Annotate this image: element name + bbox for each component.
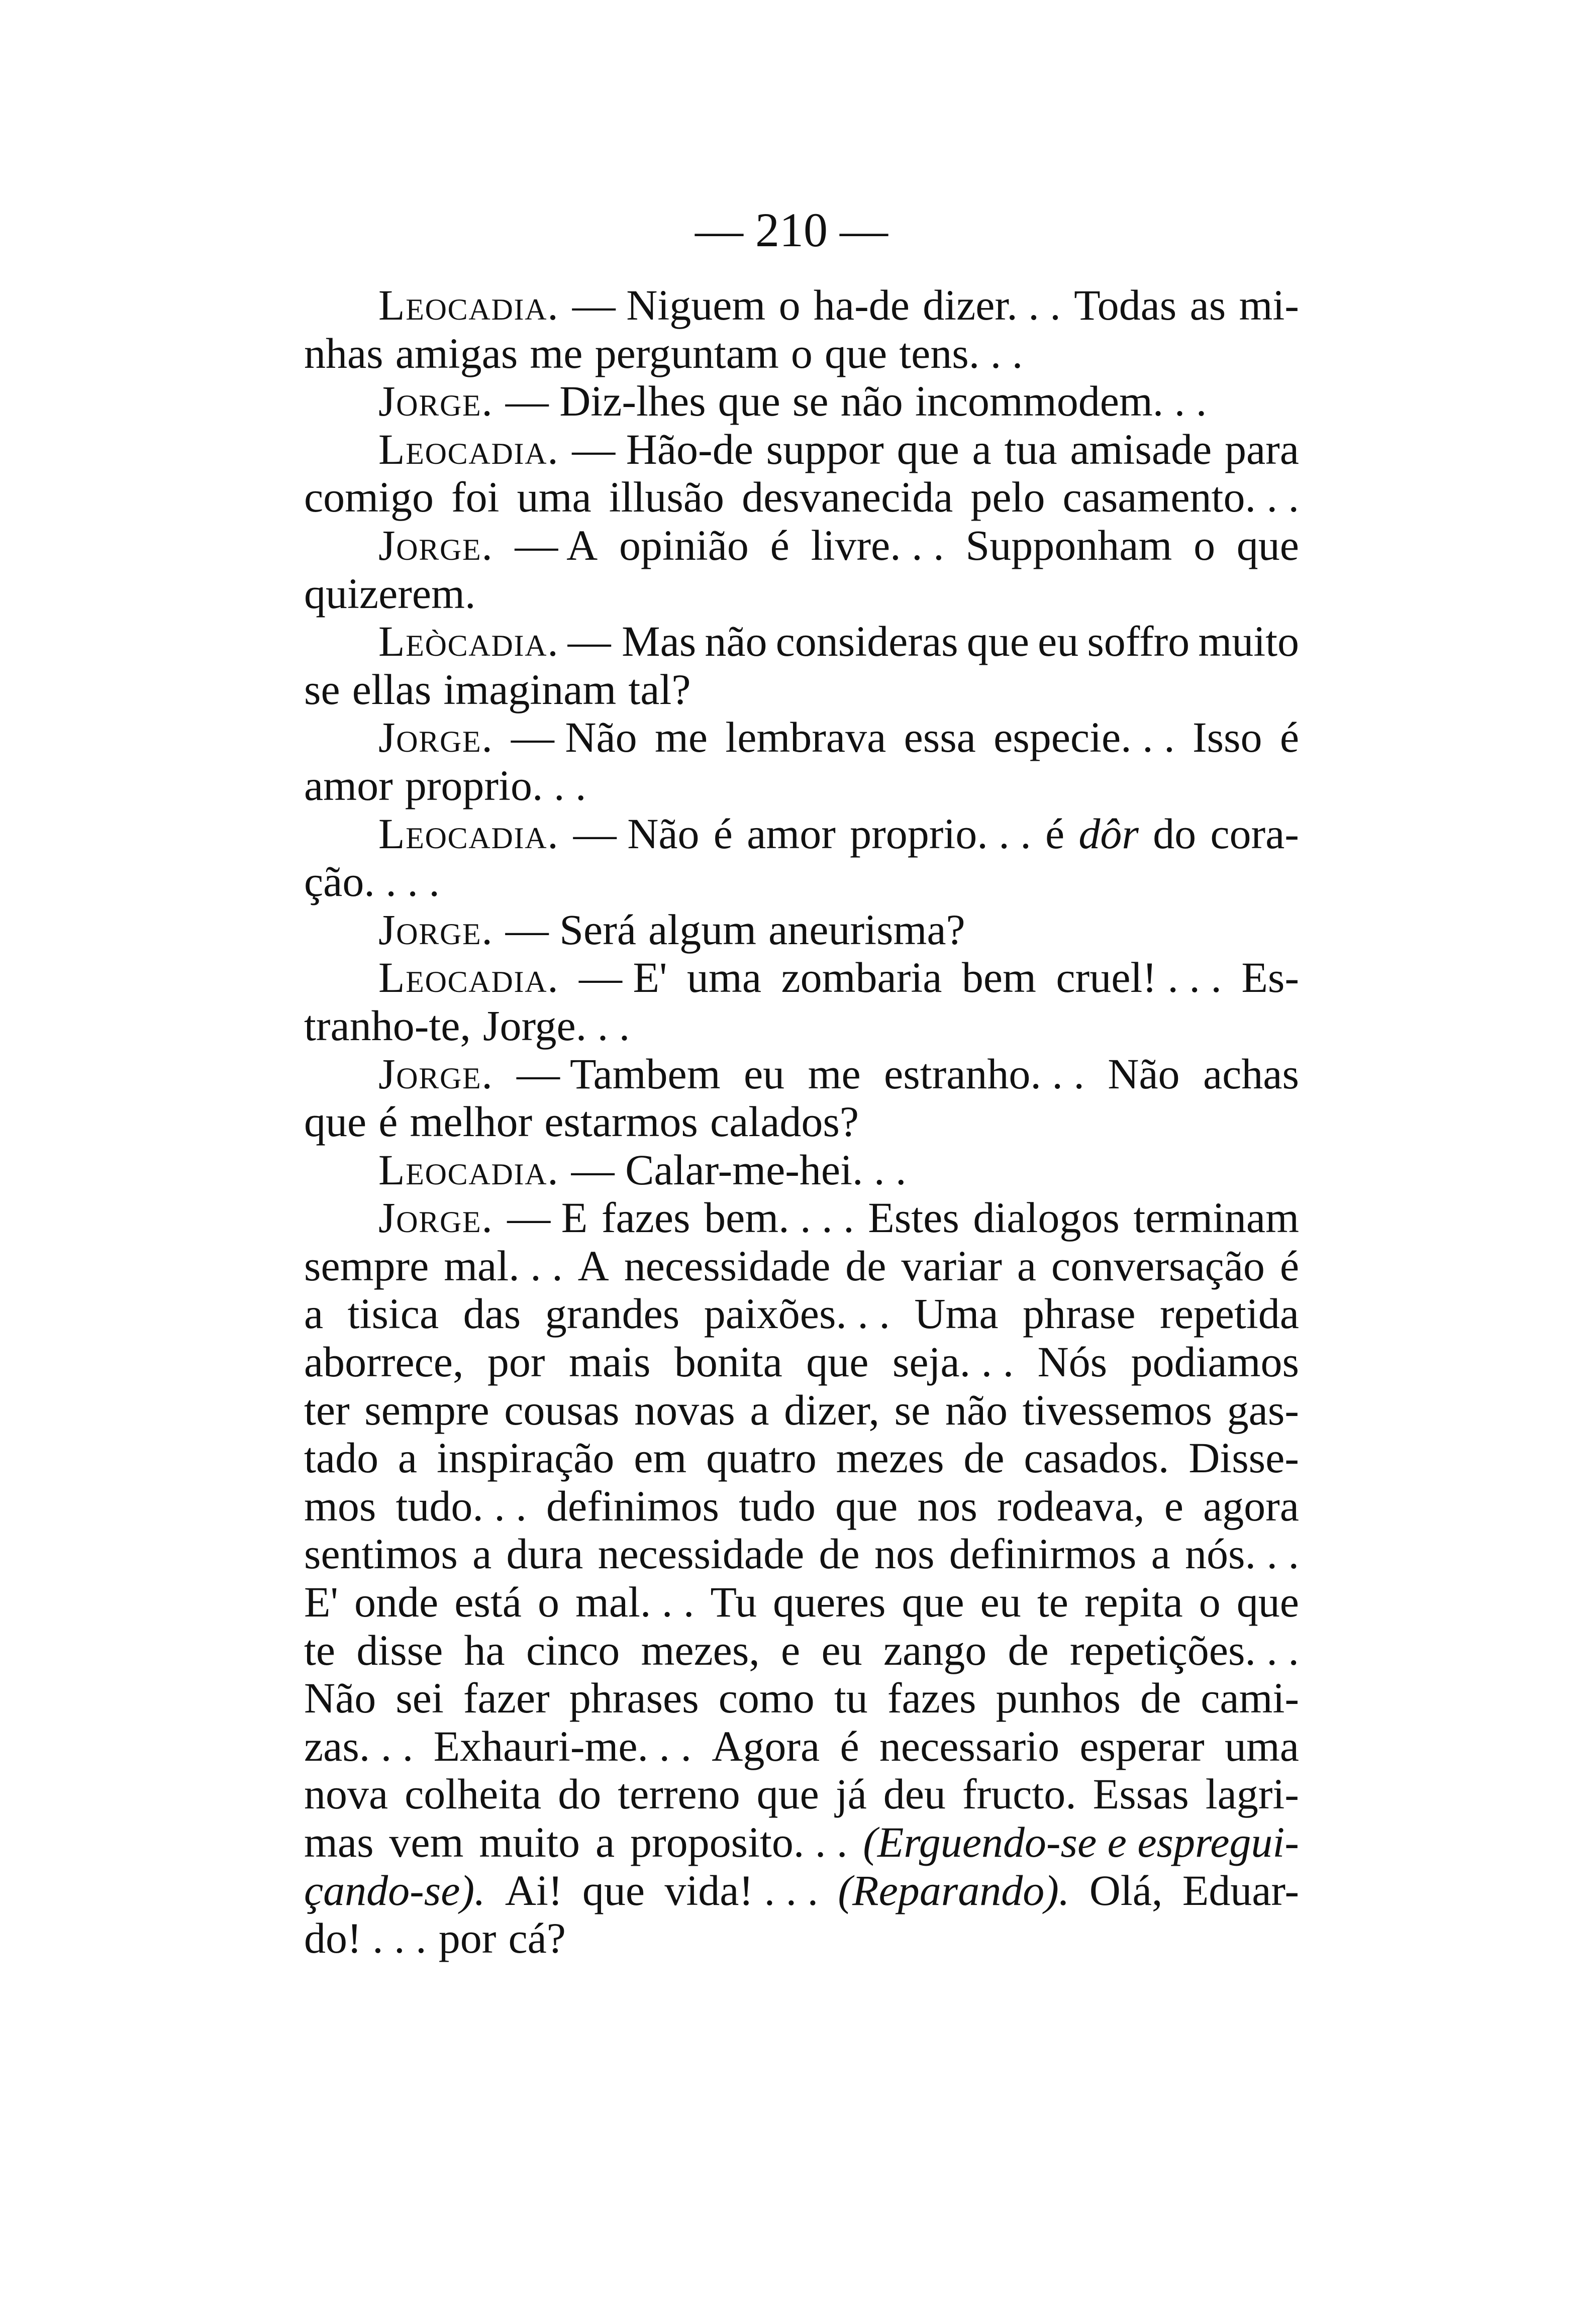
text-line [304, 618, 1299, 666]
word: — E [507, 1193, 588, 1242]
word: Es- [1241, 953, 1299, 1002]
word: o [537, 1578, 559, 1627]
text-line [304, 810, 1299, 858]
text-line [304, 1914, 1299, 1963]
word: por [438, 1914, 497, 1963]
word: do! . . . [304, 1914, 427, 1963]
word: disse [356, 1626, 443, 1674]
word: repetida [1159, 1289, 1299, 1338]
text-line [304, 1627, 1299, 1675]
word: — Diz-lhes [505, 377, 706, 426]
word: tudo [739, 1481, 816, 1530]
word: de [819, 1530, 860, 1578]
word: que [1236, 1578, 1299, 1627]
text-line [304, 522, 1299, 570]
text-line [304, 1434, 1299, 1482]
word: uma [1224, 1722, 1299, 1770]
word: a [972, 425, 992, 473]
word: deu [883, 1770, 946, 1818]
text-line [304, 377, 1299, 426]
word: mal. . . [575, 1578, 695, 1627]
word: de [845, 1241, 886, 1290]
word: Jorge. . . [482, 1001, 630, 1050]
word: Todas [1074, 281, 1177, 329]
word: pelo [970, 473, 1045, 522]
word: muito [479, 1818, 580, 1866]
word: a [1151, 1530, 1170, 1578]
word: o [1194, 521, 1216, 569]
word: mezes [836, 1434, 944, 1482]
word: de [963, 1434, 1005, 1482]
word: nos [874, 1530, 935, 1578]
word: necessario [879, 1722, 1060, 1770]
emphasis-text: (Reparando). [838, 1866, 1070, 1914]
text-line [304, 714, 1299, 762]
word: paixões. . . [704, 1289, 890, 1338]
word: que [806, 1338, 869, 1386]
word: que [897, 425, 959, 473]
word: consideras [775, 617, 958, 666]
word: de [1140, 1674, 1181, 1723]
word: se [304, 665, 340, 714]
text-line [304, 473, 1299, 522]
word: dizer, [784, 1385, 880, 1434]
word: bem [961, 953, 1036, 1002]
word: mezes, [641, 1626, 760, 1674]
word: ellas [352, 665, 432, 714]
text-line [304, 858, 1299, 906]
word: repita [1084, 1578, 1183, 1627]
speaker-name: Leocadia. [378, 809, 559, 858]
word: eu [980, 1578, 1021, 1627]
word: dialogos [973, 1193, 1120, 1242]
word: a [595, 1818, 615, 1866]
word: proprio. . . [405, 761, 586, 810]
word: as [1190, 281, 1226, 329]
word: Eduar- [1182, 1866, 1299, 1914]
word: amisade [1070, 425, 1212, 473]
word: zombaria [781, 953, 942, 1002]
word: calados? [710, 1097, 859, 1146]
speaker-name: Jorge. [378, 1049, 493, 1098]
word: Essas [1093, 1770, 1189, 1818]
word: para [1224, 425, 1299, 473]
speaker-name: Jorge. [378, 1193, 493, 1242]
word: livre. . . [811, 521, 944, 569]
word: a [398, 1434, 418, 1482]
word: mos [304, 1481, 376, 1530]
word: mais [568, 1338, 651, 1386]
word: me [654, 713, 708, 762]
word: — Não [511, 713, 637, 762]
word: que [304, 1097, 367, 1146]
emphasis-text: dôr [1078, 809, 1139, 858]
word: incommodem. . . [915, 377, 1207, 426]
word: que [835, 1481, 898, 1530]
text-line [304, 1578, 1299, 1627]
text-line [304, 1194, 1299, 1242]
word: soffro [1087, 617, 1190, 666]
word: essa [904, 713, 976, 762]
word: punhos [996, 1674, 1121, 1723]
text-line [304, 954, 1299, 1002]
word: por [487, 1338, 545, 1386]
word: muito [1198, 617, 1299, 666]
word: nova [304, 1770, 388, 1818]
word: a [304, 1289, 324, 1338]
word: — Tambem [517, 1049, 721, 1098]
text-line [304, 426, 1299, 474]
word: e [1164, 1481, 1183, 1530]
stage-direction: çando-se). [304, 1866, 485, 1914]
word: é [840, 1722, 859, 1770]
word: tudo. . . [395, 1481, 527, 1530]
text-line [304, 1530, 1299, 1578]
word: é [1279, 713, 1299, 762]
word: A [577, 1241, 609, 1290]
word: é [713, 809, 733, 858]
text-line [304, 1050, 1299, 1098]
word: onde [354, 1578, 439, 1627]
word: me [530, 329, 583, 377]
word: tivessemos [1022, 1385, 1213, 1434]
word: novas [634, 1385, 735, 1434]
word: vida! . . . [664, 1866, 819, 1914]
text-line [304, 1290, 1299, 1338]
word: gas- [1227, 1385, 1299, 1434]
word: tua [1004, 425, 1057, 473]
word: Agora [712, 1722, 820, 1770]
word: — E' [578, 953, 667, 1002]
dialogue-text [304, 281, 1299, 1963]
word: bem. . . . [704, 1193, 854, 1242]
word: não [705, 617, 767, 666]
word: quatro [706, 1434, 817, 1482]
word: sentimos [304, 1530, 458, 1578]
word: — Não [573, 809, 700, 858]
word: dura [506, 1530, 583, 1578]
word: uma [517, 473, 591, 522]
word: variar [901, 1241, 1002, 1290]
speaker-name: Leocadia. [378, 425, 559, 473]
word: Ai! [505, 1866, 563, 1914]
word: — Mas [567, 617, 697, 666]
word: queres [772, 1578, 886, 1627]
word: agora [1203, 1481, 1299, 1530]
word: zango [883, 1626, 987, 1674]
word: definirmos [949, 1530, 1137, 1578]
word: bonita [674, 1338, 782, 1386]
word: — Será [505, 905, 637, 954]
text-line [304, 1338, 1299, 1386]
word: ção. . . . [304, 857, 440, 906]
word: é [1045, 809, 1065, 858]
word: — Niguem [572, 281, 766, 329]
word: Estes [868, 1193, 959, 1242]
word: que [902, 1578, 964, 1627]
word: cá? [508, 1914, 566, 1963]
word: cinco [526, 1626, 620, 1674]
word: casamento. . . [1062, 473, 1299, 522]
word: Não [304, 1674, 376, 1723]
word: Olá, [1089, 1866, 1163, 1914]
word: phrase [1023, 1289, 1136, 1338]
word: perguntam [595, 329, 779, 377]
word: cami- [1201, 1674, 1299, 1723]
word: do [558, 1770, 602, 1818]
word: colheita [405, 1770, 542, 1818]
word: sempre [364, 1385, 489, 1434]
word: te [1037, 1578, 1068, 1627]
word: das [463, 1289, 521, 1338]
word: lagri- [1205, 1770, 1299, 1818]
word: fazes [601, 1193, 690, 1242]
word: que [966, 617, 1029, 666]
word: suppor [766, 425, 884, 473]
word: o [1199, 1578, 1221, 1627]
word: é [1279, 1241, 1299, 1290]
word: zas. . . [304, 1722, 414, 1770]
word: cruel! . . . [1056, 953, 1222, 1002]
word: nos [917, 1481, 977, 1530]
word: conversação [1051, 1241, 1265, 1290]
text-line [304, 281, 1299, 330]
word: não [840, 377, 903, 426]
word: casados. [1024, 1434, 1169, 1482]
word: aneurisma? [768, 905, 965, 954]
text-line [304, 1867, 1299, 1915]
word: já [835, 1770, 867, 1818]
word: que [756, 1770, 819, 1818]
word: illusão [609, 473, 725, 522]
text-line [304, 1386, 1299, 1435]
word: E' [304, 1578, 339, 1627]
text-line [304, 1002, 1299, 1050]
word: tado [304, 1434, 379, 1482]
word: nós. . . [1185, 1530, 1299, 1578]
word: terreno [618, 1770, 740, 1818]
speaker-name: Jorge. [378, 713, 493, 762]
word: inspiração [436, 1434, 615, 1482]
word: te [304, 1626, 336, 1674]
text-line [304, 570, 1299, 618]
text-line [304, 1098, 1299, 1146]
word: ha [464, 1626, 505, 1674]
word: necessidade [624, 1241, 831, 1290]
word: do [1153, 809, 1197, 858]
word: proposito. . . [630, 1818, 848, 1866]
word: achas [1203, 1049, 1299, 1098]
word: esperar [1079, 1722, 1205, 1770]
word: phrases [569, 1674, 699, 1723]
word: o [778, 281, 801, 329]
word: repetições. . . [1069, 1626, 1299, 1674]
word: que [824, 329, 887, 377]
word: que [582, 1866, 645, 1914]
page-number: — 210 — [695, 203, 888, 257]
word: é [378, 1097, 398, 1146]
text-line [304, 1818, 1299, 1867]
word: mas [304, 1818, 374, 1866]
word: cora- [1210, 809, 1299, 858]
text-line [304, 1723, 1299, 1771]
word: tranho-te, [304, 1001, 471, 1050]
speaker-name: Jorge. [378, 905, 493, 954]
word: lembrava [725, 713, 886, 762]
word: a [472, 1530, 492, 1578]
word: seja. . . [892, 1338, 1014, 1386]
text-line [304, 1482, 1299, 1531]
word: e [781, 1626, 801, 1674]
text-line [304, 1242, 1299, 1290]
speaker-name: Leocadia. [378, 281, 559, 329]
speaker-name: Leocadia. [378, 953, 559, 1002]
word: desvanecida [742, 473, 953, 522]
word: ter [304, 1385, 350, 1434]
word: tisica [347, 1289, 439, 1338]
word: Disse- [1189, 1434, 1299, 1482]
word: sei [395, 1674, 444, 1723]
text-line [304, 330, 1299, 378]
word: Uma [914, 1289, 999, 1338]
word: tens. . . [899, 329, 1023, 377]
word: o [790, 329, 813, 377]
word: comigo [304, 473, 434, 522]
word: amor [304, 761, 393, 810]
word: nhas [304, 329, 383, 377]
word: rodeava, [997, 1481, 1145, 1530]
word: vem [389, 1818, 464, 1866]
word: Isso [1192, 713, 1262, 762]
word: amor [747, 809, 836, 858]
word: tu [834, 1674, 868, 1723]
word: Não [1108, 1049, 1180, 1098]
word: em [634, 1434, 687, 1482]
word: a [750, 1385, 769, 1434]
word: imaginam [443, 665, 617, 714]
word: tal? [628, 665, 691, 714]
word: melhor [410, 1097, 533, 1146]
text-line [304, 666, 1299, 714]
word: não [945, 1385, 1008, 1434]
word: cousas [504, 1385, 620, 1434]
word: — Hão-de [572, 425, 753, 473]
word: está [454, 1578, 522, 1627]
speaker-name: Jorge. [378, 377, 493, 426]
word: estranho. . . [884, 1049, 1084, 1098]
word: algum [648, 905, 757, 954]
word: mi- [1239, 281, 1299, 329]
word: fazer [463, 1674, 550, 1723]
word: quizerem. [304, 569, 476, 618]
word: a [1017, 1241, 1036, 1290]
speaker-name: Leocadia. [378, 1145, 559, 1194]
word: sempre [304, 1241, 429, 1290]
word: foi [451, 473, 500, 522]
word: — Calar-me-hei. . . [571, 1145, 907, 1194]
word: de [1008, 1626, 1049, 1674]
word: Exhauri-me. . . [433, 1722, 692, 1770]
text-line [304, 1770, 1299, 1818]
word: opinião [619, 521, 749, 569]
word: definimos [546, 1481, 719, 1530]
word: se [792, 377, 829, 426]
word: ha-de [813, 281, 910, 329]
word: eu [1038, 617, 1079, 666]
word: estarmos [544, 1097, 698, 1146]
word: que [718, 377, 780, 426]
word: como [718, 1674, 815, 1723]
word: Supponham [965, 521, 1172, 569]
word: necessidade [598, 1530, 805, 1578]
word: proprio. . . [850, 809, 1031, 858]
word: eu [744, 1049, 785, 1098]
emphasis-text: (Erguendo-se e espregui- [863, 1818, 1299, 1866]
word: dizer. . . [923, 281, 1061, 329]
text-line [304, 1146, 1299, 1194]
word: — A [515, 521, 598, 569]
word: grandes [545, 1289, 680, 1338]
word: aborrece, [304, 1338, 464, 1386]
word: amigas [395, 329, 518, 377]
word: fazes [887, 1674, 976, 1723]
word: mal. . . [444, 1241, 563, 1290]
word: uma [686, 953, 761, 1002]
word: Nós [1037, 1338, 1108, 1386]
text-line [304, 1674, 1299, 1723]
speaker-name: Leòcadia. [378, 617, 559, 666]
word: especie. . . [994, 713, 1175, 762]
text-line [304, 906, 1299, 954]
word: Tu [710, 1578, 757, 1627]
speaker-name: Jorge. [378, 521, 493, 569]
word: eu [821, 1626, 862, 1674]
word: fructo. [962, 1770, 1076, 1818]
word: terminam [1133, 1193, 1299, 1242]
word: se [894, 1385, 931, 1434]
word: que [1236, 521, 1299, 569]
word: podiamos [1131, 1338, 1299, 1386]
word: é [770, 521, 789, 569]
text-line [304, 762, 1299, 810]
word: me [808, 1049, 861, 1098]
